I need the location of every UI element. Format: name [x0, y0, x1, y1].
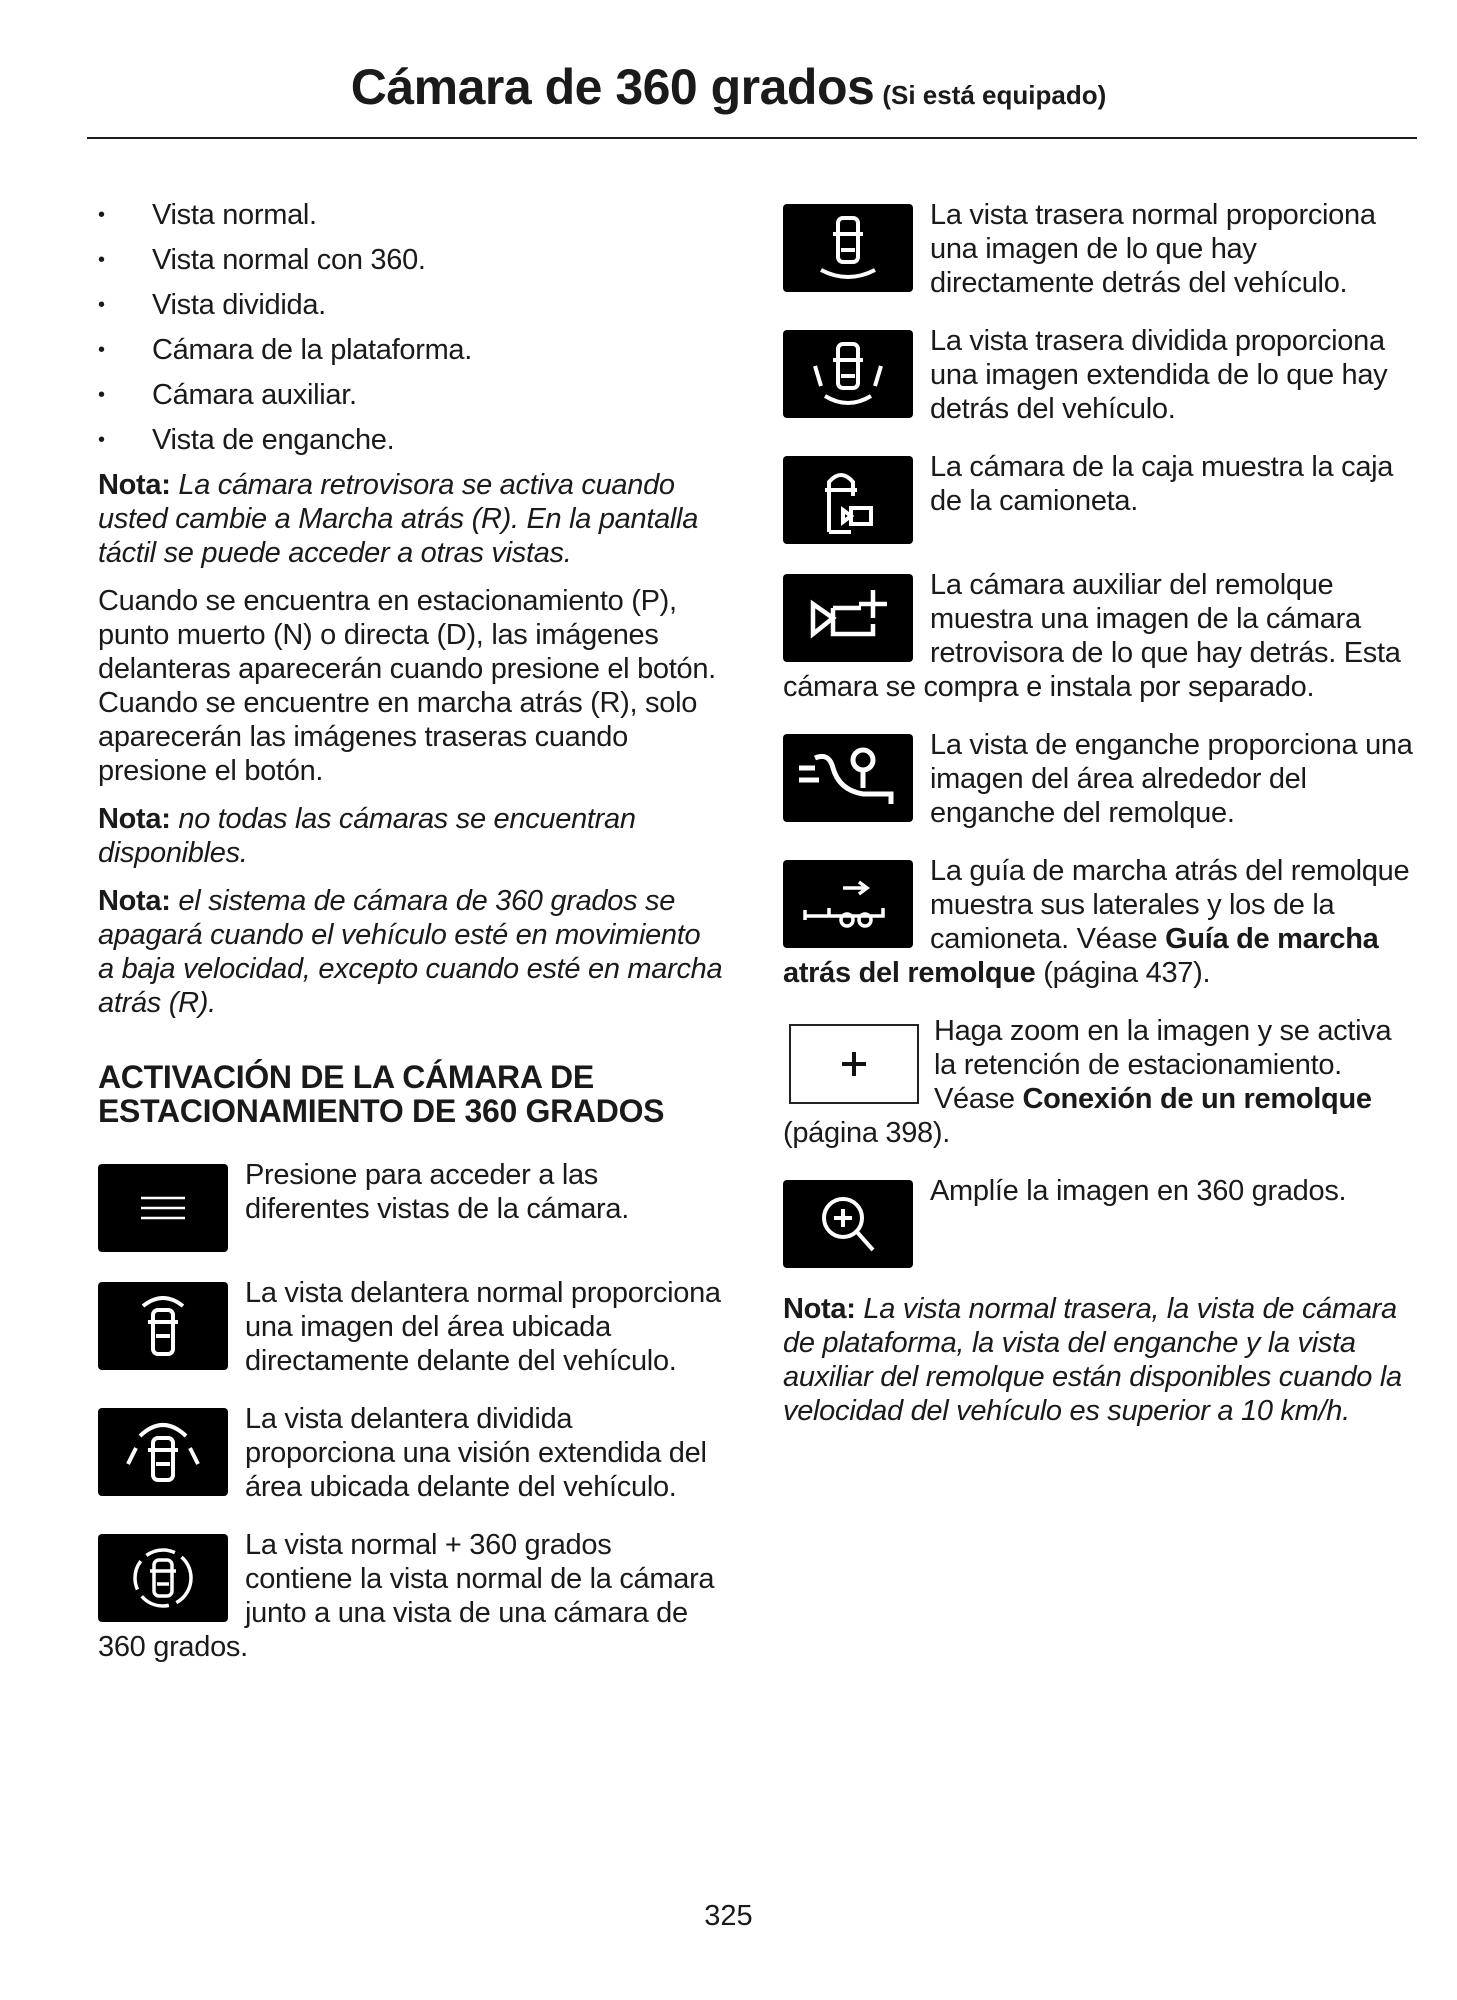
icon-item	[783, 854, 1413, 990]
note-2	[98, 802, 723, 870]
view-list	[98, 198, 723, 457]
title-main: Cámara de 360 grados	[350, 59, 875, 115]
list-item: • Vista normal.	[98, 198, 723, 232]
note-label: Nota:	[98, 803, 171, 835]
note-text: el sistema de cámara de 360 grados se apagará cuando el vehículo esté en movimiento a baja velocidad, excepto cuando esté en marcha atrás (R).	[98, 885, 723, 1019]
note-3	[98, 884, 723, 1020]
list-item: • Vista dividida.	[98, 288, 723, 322]
rear-split-view-icon	[783, 330, 913, 418]
item-text: La vista trasera normal proporciona una imagen de lo que hay directamente detrás del vehículo.	[930, 199, 1376, 299]
note-1	[98, 468, 723, 570]
item-text: La vista trasera dividida proporciona una imagen extendida de lo que hay detrás del vehículo.	[930, 325, 1388, 425]
note-text: La vista normal trasera, la vista de cámara de plataforma, la vista del enganche y la vista auxiliar del remolque están disponibles cuando la velocidad del vehículo es superior a 10 km/h.	[783, 1293, 1402, 1427]
list-item: • Cámara auxiliar.	[98, 378, 723, 412]
page-title	[0, 58, 1457, 116]
icon-item	[98, 1402, 723, 1504]
note-label: Nota:	[98, 469, 171, 501]
item-text: La guía de marcha atrás del remolque muestra sus laterales y los de la camioneta. Véase	[930, 855, 1410, 955]
left-column	[98, 198, 723, 1688]
paragraph: Cuando se encuentra en estacionamiento (P), punto muerto (N) o directa (D), las imágenes delanteras aparecerán cuando presione el botón. Cuando se encuentre en marcha atrás (R), solo aparecerán las imágenes traseras cuando presione el botón.	[98, 585, 716, 787]
icon-item	[783, 1014, 1413, 1150]
note-label: Nota:	[98, 885, 171, 917]
icon-item	[783, 568, 1413, 704]
item-text: La cámara de la caja muestra la caja de la camioneta.	[930, 451, 1394, 517]
icon-item	[98, 1276, 723, 1378]
item-text: La vista de enganche proporciona una imagen del área alrededor del enganche del remolque.	[930, 729, 1413, 829]
page-reference: (página 437).	[1035, 957, 1211, 989]
trailer-reverse-guide-icon	[783, 860, 913, 948]
note-label: Nota:	[783, 1293, 856, 1325]
note-text: La cámara retrovisora se activa cuando usted cambie a Marcha atrás (R). En la pantalla táctil se puede acceder a otras vistas.	[98, 469, 699, 569]
section-heading: ACTIVACIÓN DE LA CÁMARA DE ESTACIONAMIENTO DE 360 GRADOS	[98, 1059, 665, 1129]
icon-item	[98, 1528, 723, 1664]
item-text: Presione para acceder a las diferentes vistas de la cámara.	[245, 1159, 629, 1225]
front-normal-view-icon	[98, 1282, 228, 1370]
page-number: 325	[704, 1900, 753, 1932]
normal-360-view-icon	[98, 1534, 228, 1622]
note-availability	[783, 1292, 1413, 1428]
aux-camera-icon	[783, 574, 913, 662]
bed-camera-icon	[783, 456, 913, 544]
item-text: La vista delantera normal proporciona una imagen del área ubicada directamente delante del vehículo.	[245, 1277, 721, 1377]
item-text: La vista normal + 360 grados contiene la vista normal de la cámara junto a una vista de una cámara de 360 grados.	[98, 1529, 715, 1663]
rear-normal-view-icon	[783, 204, 913, 292]
menu-icon	[98, 1164, 228, 1252]
icon-item	[783, 1174, 1413, 1268]
right-column	[783, 198, 1413, 1442]
cross-reference-link[interactable]: Conexión de un remolque	[1022, 1083, 1372, 1115]
zoom-in-icon	[783, 1180, 913, 1268]
title-subtitle: (Si está equipado)	[882, 80, 1107, 110]
icon-item	[783, 198, 1413, 300]
item-text: La cámara auxiliar del remolque muestra una imagen de la cámara retrovisora de lo que hay detrás. Esta cámara se compra e instala por separado.	[783, 569, 1401, 703]
icon-item	[783, 324, 1413, 426]
list-item: • Vista normal con 360.	[98, 243, 723, 277]
list-item: • Vista de enganche.	[98, 423, 723, 457]
item-text: Amplíe la imagen en 360 grados.	[930, 1175, 1347, 1207]
cross-reference-link[interactable]: Guía de marcha atrás del remolque	[783, 923, 1379, 989]
icon-item	[783, 728, 1413, 830]
hitch-view-icon	[783, 734, 913, 822]
header-rule	[87, 137, 1417, 139]
icon-item	[98, 1158, 723, 1252]
front-split-view-icon	[98, 1408, 228, 1496]
item-text: La vista delantera dividida proporciona una visión extendida del área ubicada delante del vehículo.	[245, 1403, 707, 1503]
item-text: Haga zoom en la imagen y se activa la retención de estacionamiento. Véase	[934, 1015, 1392, 1115]
icon-item	[783, 450, 1413, 544]
page-reference: (página 398).	[783, 1117, 950, 1149]
plus-icon	[789, 1024, 919, 1104]
note-text: no todas las cámaras se encuentran disponibles.	[98, 803, 636, 869]
list-item: • Cámara de la plataforma.	[98, 333, 723, 367]
